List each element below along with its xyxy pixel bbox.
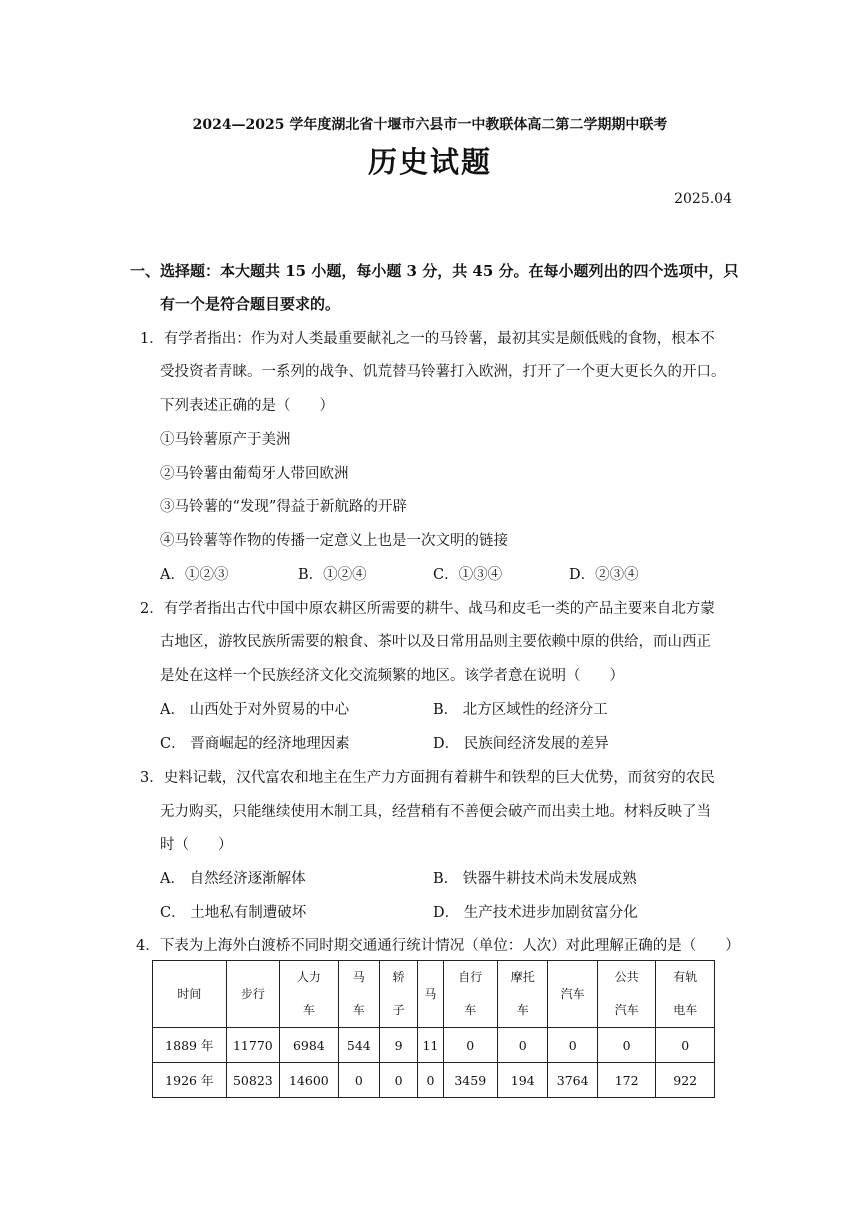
q3-option-b: B． 铁器牛耕技术尚未发展成熟 bbox=[433, 871, 637, 887]
table-cell: 172 bbox=[597, 1063, 656, 1098]
subject-title: 历史试题 bbox=[367, 145, 492, 179]
table-cell: 11 bbox=[418, 1028, 443, 1063]
table-cell: 544 bbox=[338, 1028, 379, 1063]
traffic-statistics-table bbox=[152, 960, 715, 1098]
q1-option-b: B．①②④ bbox=[298, 567, 367, 583]
table-header-cell: 时间 bbox=[153, 961, 227, 1028]
q2-stem-line3: 是处在这样一个民族经济文化交流频繁的地区。该学者意在说明（ ） bbox=[160, 668, 624, 684]
q2-stem-line2: 古地区，游牧民族所需要的粮食、茶叶以及日常用品则主要依赖中原的供给，而山西正 bbox=[160, 634, 711, 650]
q1-item-3: ③马铃薯的“发现”得益于新航路的开辟 bbox=[160, 499, 407, 515]
table-cell: 3459 bbox=[443, 1063, 497, 1098]
table-cell: 9 bbox=[379, 1028, 417, 1063]
q1-option-c: C．①③④ bbox=[433, 567, 503, 583]
q2-stem-line1: 2．有学者指出古代中国中原农耕区所需要的耕牛、战马和皮毛一类的产品主要来自北方蒙 bbox=[140, 601, 715, 617]
table-cell: 0 bbox=[338, 1063, 379, 1098]
q2-option-c: C． 晋商崛起的经济地理因素 bbox=[160, 736, 350, 752]
table-cell: 0 bbox=[443, 1028, 497, 1063]
q1-stem-line2: 受投资者青睐。一系列的战争、饥荒替马铃薯打入欧洲，打开了一个更大更长久的开口。 bbox=[160, 364, 726, 380]
section-heading-line2: 有一个是符合题目要求的。 bbox=[160, 295, 341, 313]
q2-option-b: B． 北方区域性的经济分工 bbox=[433, 702, 608, 718]
section-heading-line1: 一、选择题：本大题共 15 小题，每小题 3 分，共 45 分。在每小题列出的四个选项中，只 bbox=[130, 262, 739, 280]
table-cell: 3764 bbox=[548, 1063, 597, 1098]
table-cell: 0 bbox=[498, 1028, 548, 1063]
table-header-cell: 人力 车 bbox=[280, 961, 339, 1028]
q2-option-d: D． 民族间经济发展的差异 bbox=[433, 736, 609, 752]
table-cell: 14600 bbox=[280, 1063, 339, 1098]
table-header-cell: 轿 子 bbox=[379, 961, 417, 1028]
table-cell: 0 bbox=[379, 1063, 417, 1098]
table-header-cell: 摩托 车 bbox=[498, 961, 548, 1028]
q1-option-d: D．②③④ bbox=[569, 567, 639, 583]
exam-date: 2025.04 bbox=[674, 191, 732, 207]
q3-option-d: D． 生产技术进步加剧贫富分化 bbox=[433, 905, 638, 921]
q1-stem-line3: 下列表述正确的是（ ） bbox=[160, 398, 334, 414]
table-header-cell: 自行 车 bbox=[443, 961, 497, 1028]
table-cell: 1889 年 bbox=[153, 1028, 227, 1063]
table-cell: 0 bbox=[597, 1028, 656, 1063]
q3-option-c: C． 土地私有制遭破坏 bbox=[160, 905, 307, 921]
table-row bbox=[153, 1063, 715, 1098]
table-cell: 194 bbox=[498, 1063, 548, 1098]
q4-stem-line1: 4．下表为上海外白渡桥不同时期交通通行统计情况（单位：人次）对此理解正确的是（ ） bbox=[136, 938, 740, 954]
table-cell: 0 bbox=[548, 1028, 597, 1063]
table-cell: 50823 bbox=[226, 1063, 279, 1098]
table-header-cell: 公共 汽车 bbox=[597, 961, 656, 1028]
table-header-cell: 步行 bbox=[226, 961, 279, 1028]
table-row bbox=[153, 1028, 715, 1063]
q1-item-1: ①马铃薯原产于美洲 bbox=[160, 432, 291, 448]
q2-option-a: A． 山西处于对外贸易的中心 bbox=[160, 702, 350, 718]
table-cell: 11770 bbox=[226, 1028, 279, 1063]
q1-item-4: ④马铃薯等作物的传播一定意义上也是一次文明的链接 bbox=[160, 533, 508, 549]
table-cell: 922 bbox=[656, 1063, 715, 1098]
table-header-cell: 马 bbox=[418, 961, 443, 1028]
q3-stem-line2: 无力购买，只能继续使用木制工具，经营稍有不善便会破产而出卖土地。材料反映了当 bbox=[160, 804, 711, 820]
table-header-cell: 马 车 bbox=[338, 961, 379, 1028]
table-cell: 0 bbox=[418, 1063, 443, 1098]
q1-option-a: A．①②③ bbox=[160, 567, 229, 583]
q1-item-2: ②马铃薯由葡萄牙人带回欧洲 bbox=[160, 466, 349, 482]
q1-stem-line1: 1．有学者指出：作为对人类最重要献礼之一的马铃薯，最初其实是颇低贱的食物，根本不 bbox=[140, 331, 715, 347]
table-header-cell: 汽车 bbox=[548, 961, 597, 1028]
exam-title: 2024—2025 学年度湖北省十堰市六县市一中教联体高二第二学期期中联考 bbox=[192, 117, 668, 133]
table-header-cell: 有轨 电车 bbox=[656, 961, 715, 1028]
q3-stem-line1: 3．史料记载，汉代富农和地主在生产力方面拥有着耕牛和铁犁的巨大优势，而贫穷的农民 bbox=[140, 770, 715, 786]
q3-option-a: A． 自然经济逐渐解体 bbox=[160, 871, 306, 887]
table-cell: 0 bbox=[656, 1028, 715, 1063]
table-cell: 1926 年 bbox=[153, 1063, 227, 1098]
table-header-row bbox=[153, 961, 715, 1028]
table-cell: 6984 bbox=[280, 1028, 339, 1063]
q3-stem-line3: 时（ ） bbox=[160, 837, 233, 853]
